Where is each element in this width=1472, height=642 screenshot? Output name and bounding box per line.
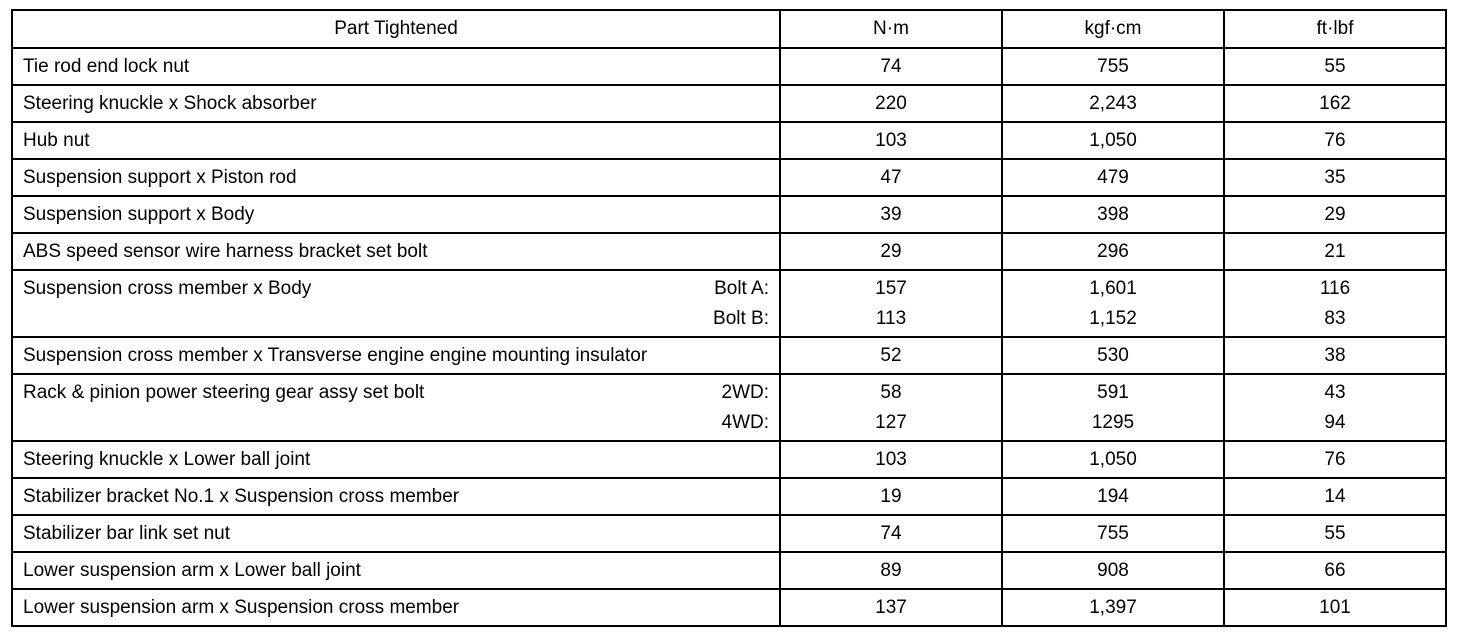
nm-cell bbox=[780, 85, 1002, 122]
ftlbf-value: 38 bbox=[1324, 345, 1346, 366]
part-cell bbox=[12, 270, 780, 337]
kgf-value: 1,601 bbox=[1089, 278, 1137, 299]
nm-cell bbox=[780, 478, 1002, 515]
kgf-value: 1,152 bbox=[1089, 308, 1137, 329]
nm-cell bbox=[780, 515, 1002, 552]
part-name: Stabilizer bar link set nut bbox=[23, 523, 230, 544]
ftlbf-value: 66 bbox=[1324, 560, 1346, 581]
table-row bbox=[12, 441, 1446, 478]
ftlbf-cell bbox=[1224, 85, 1446, 122]
kgf-cell bbox=[1002, 515, 1224, 552]
part-name: Steering knuckle x Shock absorber bbox=[23, 93, 317, 114]
ftlbf-cell bbox=[1224, 337, 1446, 374]
table-row bbox=[12, 589, 1446, 626]
torque-spec-table bbox=[11, 9, 1447, 627]
table-row bbox=[12, 374, 1446, 441]
nm-value: 157 bbox=[875, 278, 907, 299]
part-name: Hub nut bbox=[23, 130, 90, 151]
nm-value: 127 bbox=[875, 412, 907, 433]
kgf-cell bbox=[1002, 85, 1224, 122]
kgf-cell bbox=[1002, 270, 1224, 337]
ftlbf-value: 55 bbox=[1324, 56, 1346, 77]
sub-label: 4WD: bbox=[721, 412, 769, 433]
table-row bbox=[12, 233, 1446, 270]
nm-cell bbox=[780, 441, 1002, 478]
part-cell bbox=[12, 441, 780, 478]
part-cell bbox=[12, 337, 780, 374]
ftlbf-value: 162 bbox=[1319, 93, 1351, 114]
kgf-value: 591 bbox=[1097, 382, 1129, 403]
kgf-value: 2,243 bbox=[1089, 93, 1137, 114]
sub-label: 2WD: bbox=[721, 382, 769, 403]
kgf-cell bbox=[1002, 159, 1224, 196]
part-cell bbox=[12, 233, 780, 270]
ftlbf-value: 101 bbox=[1319, 597, 1351, 618]
ftlbf-value: 83 bbox=[1324, 308, 1346, 329]
ftlbf-value: 55 bbox=[1324, 523, 1346, 544]
kgf-value: 479 bbox=[1097, 167, 1129, 188]
nm-value: 47 bbox=[880, 167, 902, 188]
header-row bbox=[12, 10, 1446, 48]
ftlbf-cell bbox=[1224, 589, 1446, 626]
ftlbf-value: 14 bbox=[1324, 486, 1346, 507]
part-name: ABS speed sensor wire harness bracket set bolt bbox=[23, 241, 428, 262]
kgf-cell bbox=[1002, 552, 1224, 589]
nm-cell bbox=[780, 552, 1002, 589]
ftlbf-cell bbox=[1224, 441, 1446, 478]
nm-value: 103 bbox=[875, 130, 907, 151]
nm-value: 137 bbox=[875, 597, 907, 618]
nm-value: 52 bbox=[880, 345, 902, 366]
part-cell bbox=[12, 478, 780, 515]
nm-cell bbox=[780, 122, 1002, 159]
ftlbf-value: 116 bbox=[1319, 278, 1351, 299]
table-row bbox=[12, 159, 1446, 196]
table-row bbox=[12, 85, 1446, 122]
kgf-cell bbox=[1002, 589, 1224, 626]
part-cell bbox=[12, 515, 780, 552]
nm-cell bbox=[780, 374, 1002, 441]
kgf-value: 1,050 bbox=[1089, 130, 1137, 151]
table-row bbox=[12, 270, 1446, 337]
nm-value: 103 bbox=[875, 449, 907, 470]
nm-cell bbox=[780, 159, 1002, 196]
nm-value: 29 bbox=[880, 241, 902, 262]
nm-value: 74 bbox=[880, 56, 902, 77]
kgf-value: 296 bbox=[1097, 241, 1129, 262]
nm-value: 19 bbox=[880, 486, 902, 507]
sub-label: Bolt B: bbox=[713, 308, 769, 329]
kgf-value: 755 bbox=[1097, 56, 1129, 77]
kgf-cell bbox=[1002, 122, 1224, 159]
nm-value: 113 bbox=[875, 308, 907, 329]
ftlbf-value: 35 bbox=[1324, 167, 1346, 188]
kgf-value: 908 bbox=[1097, 560, 1129, 581]
kgf-cell bbox=[1002, 374, 1224, 441]
part-cell bbox=[12, 48, 780, 85]
part-name: Tie rod end lock nut bbox=[23, 56, 190, 77]
kgf-cell bbox=[1002, 441, 1224, 478]
table-row bbox=[12, 552, 1446, 589]
table-row bbox=[12, 122, 1446, 159]
table-row bbox=[12, 515, 1446, 552]
ftlbf-cell bbox=[1224, 196, 1446, 233]
table-row bbox=[12, 48, 1446, 85]
nm-value: 220 bbox=[875, 93, 907, 114]
kgf-cell bbox=[1002, 478, 1224, 515]
ftlbf-value: 21 bbox=[1324, 241, 1346, 262]
nm-value: 74 bbox=[880, 523, 902, 544]
part-name: Suspension cross member x Body bbox=[23, 278, 312, 299]
part-cell bbox=[12, 85, 780, 122]
ftlbf-value: 43 bbox=[1324, 382, 1346, 403]
ftlbf-cell bbox=[1224, 374, 1446, 441]
kgf-value: 1,050 bbox=[1089, 449, 1137, 470]
kgf-cell bbox=[1002, 337, 1224, 374]
ftlbf-value: 94 bbox=[1324, 412, 1346, 433]
nm-cell bbox=[780, 196, 1002, 233]
header-part-tightened: Part Tightened bbox=[12, 10, 780, 48]
ftlbf-cell bbox=[1224, 478, 1446, 515]
kgf-value: 194 bbox=[1097, 486, 1129, 507]
part-name: Lower suspension arm x Lower ball joint bbox=[23, 560, 361, 581]
part-cell bbox=[12, 589, 780, 626]
header-kgf-cm: kgf·cm bbox=[1002, 10, 1224, 48]
part-name: Suspension support x Piston rod bbox=[23, 167, 297, 188]
nm-cell bbox=[780, 48, 1002, 85]
kgf-value: 1,397 bbox=[1089, 597, 1137, 618]
kgf-cell bbox=[1002, 196, 1224, 233]
part-cell bbox=[12, 122, 780, 159]
part-name: Suspension cross member x Transverse engine engine mounting insulator bbox=[23, 345, 648, 366]
header-nm: N·m bbox=[780, 10, 1002, 48]
part-name: Rack & pinion power steering gear assy set bolt bbox=[23, 382, 425, 403]
kgf-value: 755 bbox=[1097, 523, 1129, 544]
kgf-value: 1295 bbox=[1091, 412, 1135, 433]
ftlbf-cell bbox=[1224, 552, 1446, 589]
kgf-value: 398 bbox=[1097, 204, 1129, 225]
part-name: Suspension support x Body bbox=[23, 204, 255, 225]
ftlbf-value: 76 bbox=[1324, 449, 1346, 470]
table-row bbox=[12, 337, 1446, 374]
part-cell bbox=[12, 196, 780, 233]
header-ft-lbf: ft·lbf bbox=[1224, 10, 1446, 48]
part-name: Steering knuckle x Lower ball joint bbox=[23, 449, 311, 470]
torque-spec-table-container bbox=[11, 9, 1447, 627]
ftlbf-cell bbox=[1224, 122, 1446, 159]
part-name: Lower suspension arm x Suspension cross member bbox=[23, 597, 460, 618]
ftlbf-cell bbox=[1224, 515, 1446, 552]
part-cell bbox=[12, 374, 780, 441]
ftlbf-cell bbox=[1224, 270, 1446, 337]
nm-cell bbox=[780, 270, 1002, 337]
nm-cell bbox=[780, 589, 1002, 626]
ftlbf-value: 29 bbox=[1324, 204, 1346, 225]
nm-value: 89 bbox=[880, 560, 902, 581]
nm-cell bbox=[780, 337, 1002, 374]
part-cell bbox=[12, 159, 780, 196]
part-cell bbox=[12, 552, 780, 589]
nm-cell bbox=[780, 233, 1002, 270]
part-name: Stabilizer bracket No.1 x Suspension cross member bbox=[23, 486, 460, 507]
nm-value: 39 bbox=[880, 204, 902, 225]
table-row bbox=[12, 478, 1446, 515]
ftlbf-cell bbox=[1224, 48, 1446, 85]
sub-label: Bolt A: bbox=[714, 278, 769, 299]
kgf-cell bbox=[1002, 48, 1224, 85]
nm-value: 58 bbox=[880, 382, 902, 403]
kgf-value: 530 bbox=[1097, 345, 1129, 366]
kgf-cell bbox=[1002, 233, 1224, 270]
ftlbf-cell bbox=[1224, 233, 1446, 270]
ftlbf-cell bbox=[1224, 159, 1446, 196]
table-row bbox=[12, 196, 1446, 233]
ftlbf-value: 76 bbox=[1324, 130, 1346, 151]
